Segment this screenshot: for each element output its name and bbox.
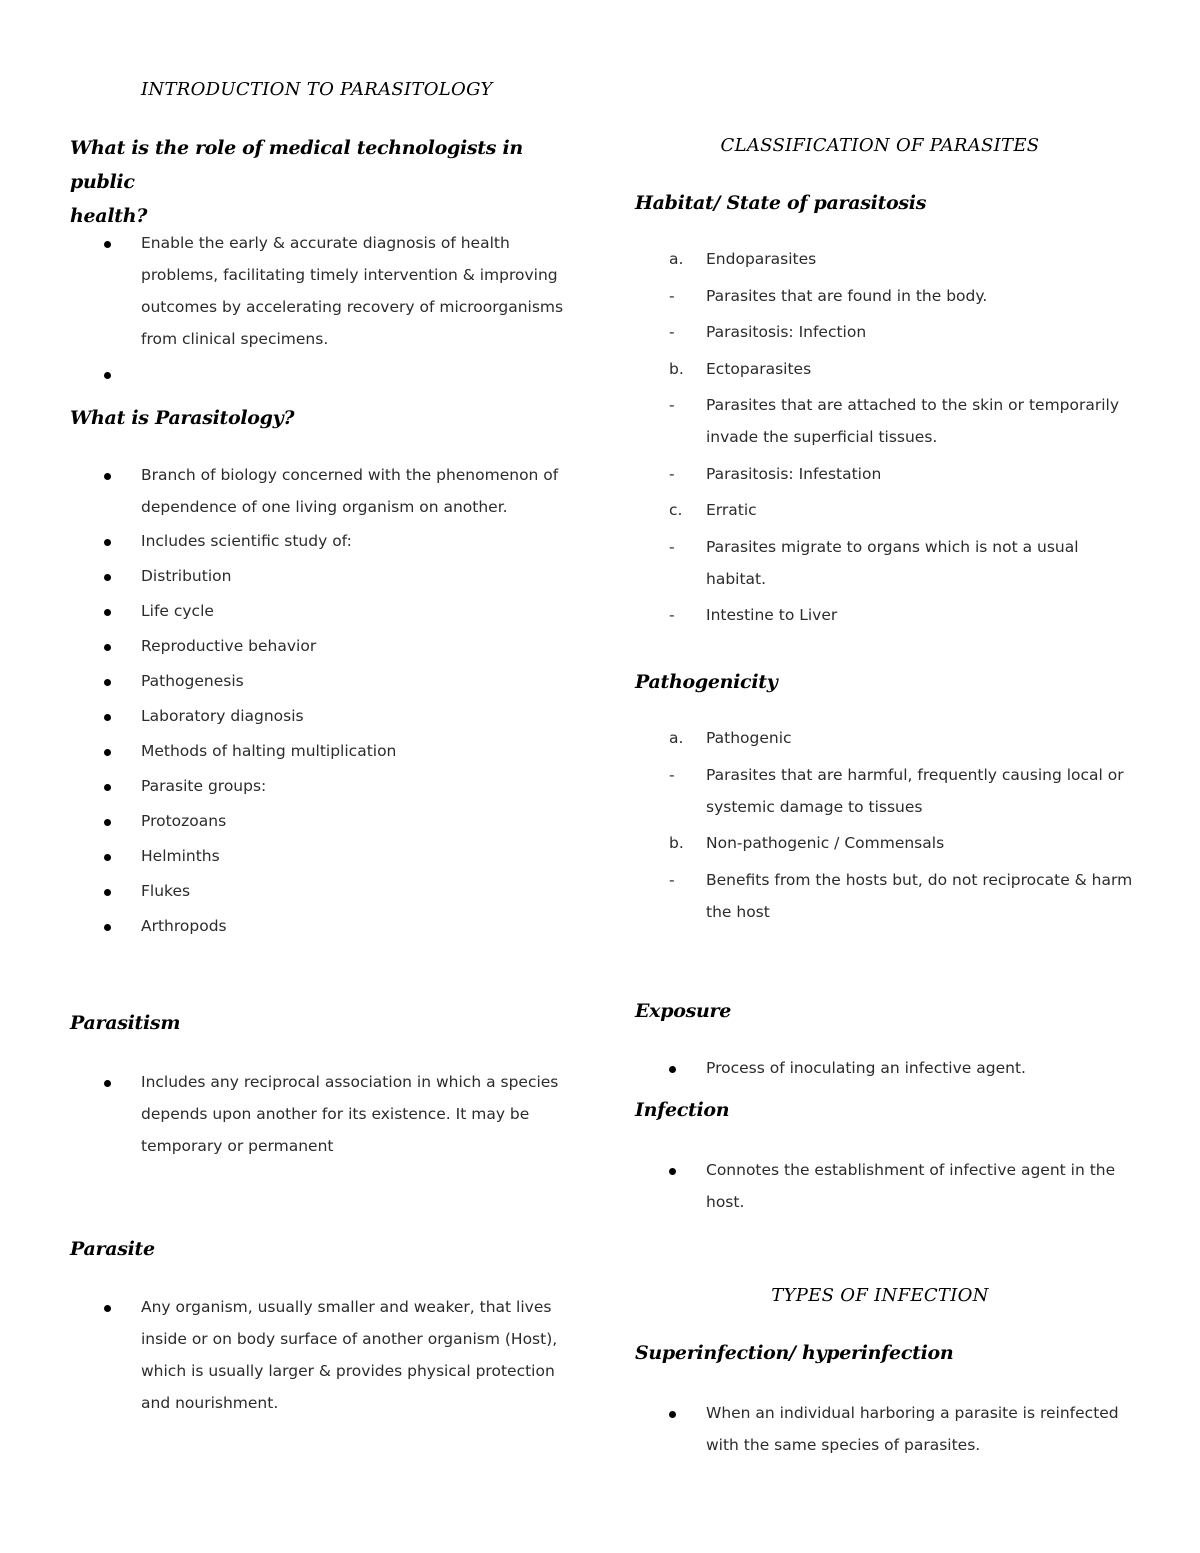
list-item-text: invade the superficial tissues. <box>706 428 938 446</box>
list-marker: - <box>669 537 675 556</box>
list-item-text: Parasites that are harmful, frequently causing local or <box>706 765 1124 784</box>
classification-title: CLASSIFICATION OF PARASITES <box>720 135 1040 156</box>
bullet-dot-icon <box>104 227 134 259</box>
bullet-dot-icon <box>104 805 134 837</box>
list-item-text: Parasites migrate to organs which is not a usual <box>706 537 1079 556</box>
list-marker: c. <box>669 501 683 519</box>
bullet-dot-icon <box>104 679 111 686</box>
bullet-dot-icon <box>104 525 134 557</box>
list-marker: a. <box>669 250 684 268</box>
bullet-dot-icon <box>104 700 134 732</box>
bullet-dot-icon <box>104 1080 111 1087</box>
bullet-dot-icon <box>104 665 134 697</box>
list-item-text: Includes any reciprocal association in which a species <box>141 1073 559 1091</box>
bullet-dot-icon <box>104 1305 111 1312</box>
bullet-dot-icon <box>669 1168 676 1175</box>
bullet-dot-icon <box>104 1291 134 1323</box>
bullet-dot-icon <box>104 854 111 861</box>
bullet-dot-icon <box>669 1397 699 1429</box>
list-marker: - <box>669 870 675 889</box>
list-item-text: problems, facilitating timely intervention & improving <box>141 266 558 284</box>
bullet-dot-icon <box>104 539 111 546</box>
bullet-dot-icon <box>104 749 111 756</box>
list-item-text: systemic damage to tissues <box>706 797 923 816</box>
bullet-dot-icon <box>104 609 111 616</box>
list-item-text: Protozoans <box>141 812 227 830</box>
list-marker: b. <box>669 834 684 852</box>
list-item-text: Enable the early & accurate diagnosis of health <box>141 234 510 252</box>
list-item-text: Ectoparasites <box>706 359 812 378</box>
bullet-dot-icon <box>104 770 134 802</box>
list-item-text: host. <box>706 1193 745 1211</box>
heading-pathogenicity: Pathogenicity <box>635 671 778 693</box>
list-item-text: Any organism, usually smaller and weaker, that lives <box>141 1298 552 1316</box>
bullet-dot-icon <box>104 630 134 662</box>
list-item-text: habitat. <box>706 569 767 588</box>
list-marker: - <box>669 323 675 341</box>
list-item-text: Parasite groups: <box>141 777 267 795</box>
list-item-text: Pathogenesis <box>141 672 244 690</box>
list-marker: - <box>669 286 675 305</box>
bullet-dot-icon <box>104 1066 134 1098</box>
list-item-text: Branch of biology concerned with the phenomenon of <box>141 466 559 484</box>
heading-role-of-medtech <box>70 131 590 233</box>
list-item-text: Process of inoculating an infective agent. <box>706 1059 1026 1077</box>
list-item-text: the host <box>706 902 770 921</box>
list-item-text: Parasitosis: Infection <box>706 323 867 341</box>
list-item-text: Arthropods <box>141 917 227 935</box>
list-item-text: Parasitosis: Infestation <box>706 464 882 483</box>
list-item-text: Life cycle <box>141 602 214 620</box>
bullet-dot-icon <box>104 241 111 248</box>
list-item-text: and nourishment. <box>141 1394 279 1412</box>
list-item-text: Erratic <box>706 501 757 519</box>
list-item-text: outcomes by accelerating recovery of microorganisms <box>141 298 564 316</box>
heading-exposure: Exposure <box>635 1000 731 1022</box>
bullet-dot-icon <box>669 1411 676 1418</box>
bullet-dot-icon <box>104 784 111 791</box>
heading-parasite: Parasite <box>70 1238 155 1260</box>
types-of-infection-title: TYPES OF INFECTION <box>771 1285 989 1306</box>
bullet-dot-icon <box>104 358 134 390</box>
list-marker: b. <box>669 359 684 378</box>
heading-line: health? <box>70 205 148 227</box>
list-item-text: Helminths <box>141 847 220 865</box>
bullet-dot-icon <box>104 459 134 491</box>
list-marker: - <box>669 765 675 784</box>
heading-superinfection: Superinfection/ hyperinfection <box>635 1342 954 1364</box>
list-marker: - <box>669 464 675 483</box>
list-item-text: from clinical specimens. <box>141 330 329 348</box>
list-item-text: When an individual harboring a parasite is reinfected <box>706 1404 1119 1422</box>
heading-habitat: Habitat/ State of parasitosis <box>635 192 927 214</box>
bullet-dot-icon <box>669 1154 699 1186</box>
list-item-text: temporary or permanent <box>141 1137 334 1155</box>
bullet-dot-icon <box>104 574 111 581</box>
heading-line: What is the role of medical technologists in public <box>70 137 523 193</box>
bullet-dot-icon <box>104 714 111 721</box>
list-item-text: Pathogenic <box>706 729 792 747</box>
bullet-dot-icon <box>104 372 111 379</box>
bullet-dot-icon <box>104 644 111 651</box>
bullet-dot-icon <box>104 875 134 907</box>
list-item-text: with the same species of parasites. <box>706 1436 981 1454</box>
list-marker: - <box>669 396 675 414</box>
bullet-dot-icon <box>104 560 134 592</box>
bullet-dot-icon <box>669 1066 676 1073</box>
bullet-dot-icon <box>104 819 111 826</box>
list-item-text: Distribution <box>141 567 232 585</box>
heading-infection: Infection <box>635 1099 730 1121</box>
list-marker: a. <box>669 729 684 747</box>
bullet-dot-icon <box>104 889 111 896</box>
bullet-dot-icon <box>104 840 134 872</box>
list-item-text: which is usually larger & provides physical protection <box>141 1362 555 1380</box>
list-item-text: Intestine to Liver <box>706 606 838 624</box>
bullet-dot-icon <box>104 735 134 767</box>
bullet-dot-icon <box>104 473 111 480</box>
list-marker: - <box>669 606 675 624</box>
bullet-dot-icon <box>104 924 111 931</box>
list-item-text: Connotes the establishment of infective agent in the <box>706 1161 1116 1179</box>
page-title: INTRODUCTION TO PARASITOLOGY <box>141 79 493 100</box>
list-item-text: inside or on body surface of another organism (Host), <box>141 1330 558 1348</box>
list-item-text: Parasites that are attached to the skin or temporarily <box>706 396 1120 414</box>
list-item-text: Flukes <box>141 882 191 900</box>
list-item-text: Benefits from the hosts but, do not reciprocate & harm <box>706 870 1133 889</box>
list-item-text: Parasites that are found in the body. <box>706 286 988 305</box>
list-item-text: Methods of halting multiplication <box>141 742 397 760</box>
list-item-text: Includes scientific study of: <box>141 532 352 550</box>
bullet-dot-icon <box>104 595 134 627</box>
list-item-text: Non-pathogenic / Commensals <box>706 834 945 852</box>
bullet-dot-icon <box>104 910 134 942</box>
list-item-text: depends upon another for its existence. It may be <box>141 1105 530 1123</box>
list-item-text: dependence of one living organism on another. <box>141 498 508 516</box>
list-item-text: Laboratory diagnosis <box>141 707 304 725</box>
list-item-text: Reproductive behavior <box>141 637 317 655</box>
heading-parasitism: Parasitism <box>70 1012 181 1034</box>
list-item-text: Endoparasites <box>706 250 817 268</box>
heading-what-is-parasitology: What is Parasitology? <box>70 407 295 429</box>
bullet-dot-icon <box>669 1052 699 1084</box>
